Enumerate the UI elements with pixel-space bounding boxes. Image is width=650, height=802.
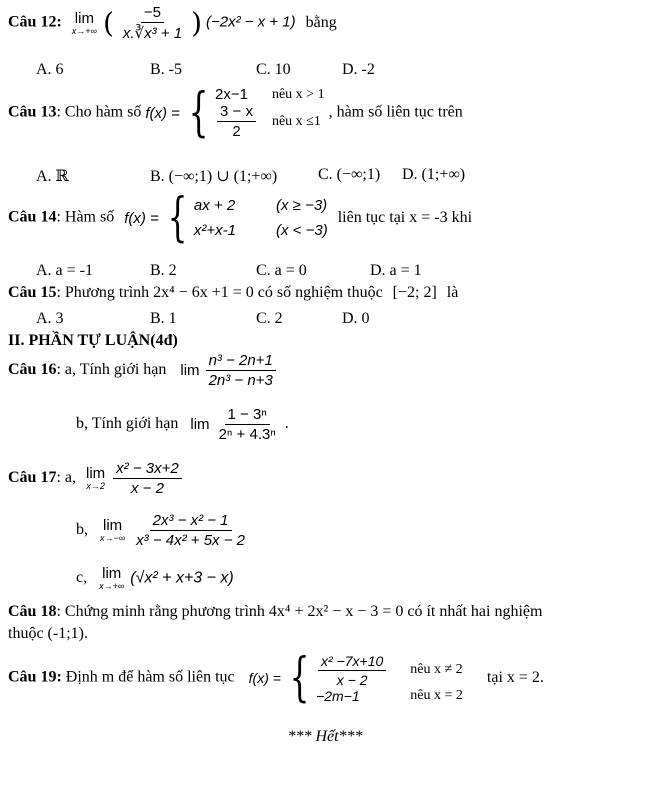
option-c: C. 10 (256, 61, 291, 78)
piecewise-function: f(x) = { $\frac{\text{x² −7x+10}}{x - 2}$ nêu x ≠ 2 −2m−1 nêu x = 2 (248, 648, 463, 708)
sqrt-expression: (√x² + x+3 − x) (130, 569, 234, 587)
section-heading: II. PHẦN TỰ LUẬN(4đ) (8, 332, 178, 349)
option-d: D. (1;+∞) (402, 166, 466, 183)
option-a: A. 6 (36, 61, 64, 78)
limit-operator: lim x→+∞ (99, 565, 125, 591)
question-15: Câu 15: Phương trình 2x⁴ − 6x +1 = 0 có số nghiệm thuộc [−2; 2] là (8, 284, 459, 301)
option-d: D. a = 1 (370, 262, 422, 279)
piecewise-function: f(x) = { ax + 2 (x ≥ −3) x²+x-1 (x < −3) (124, 188, 328, 248)
question-12: Câu 12: lim x→+∞ ( $\frac{-5}{\text{x.∛x³ + 1}}$ ) (−2x² − x + 1) bằng (8, 4, 337, 42)
factor-expression: (−2x² − x + 1) (206, 13, 296, 31)
question-label: Câu 15 (8, 284, 57, 301)
question-label: Câu 19: (8, 668, 62, 686)
question-tail: bằng (305, 13, 337, 31)
question-label: Câu 12: (8, 13, 62, 31)
question-18-line2: thuộc (-1;1). (8, 625, 88, 642)
question-tail: tại x = 2. (486, 668, 544, 686)
option-b: B. -5 (150, 61, 182, 78)
question-label: Câu 18 (8, 603, 57, 620)
fraction: $\frac{\text{x² − 3x+2}}{x - 2}$ (113, 460, 182, 497)
limit-operator: lim x→2 (86, 465, 106, 491)
option-a: A. 3 (36, 310, 64, 327)
option-c: C. (−∞;1) (318, 166, 381, 183)
option-a: A. ℝ (36, 168, 69, 185)
option-c: C. 2 (256, 310, 283, 327)
fraction: $\frac{\text{2x³ − x² − 1}}{\text{x³ − 4x² + 5x − 2}}$ (136, 512, 245, 549)
limit-operator: lim x→+∞ (71, 9, 97, 36)
interval: [−2; 2] (392, 284, 437, 301)
fraction: $\frac{\text{n³ − 2n+1}}{\text{2n³ − n+3}}$ (206, 352, 276, 389)
question-17c: c, lim x→+∞ (√x² + x+3 − x) (76, 565, 234, 591)
question-14: Câu 14: Hàm số f(x) = { ax + 2 (x ≥ −3) x²+x-1 (x < −3) liên tục tại x = -3 khi (8, 188, 473, 248)
limit-operator: lim x→−∞ (100, 517, 126, 543)
end-marker: *** Hết*** (287, 728, 363, 745)
option-d: D. -2 (342, 61, 375, 78)
option-b: B. (−∞;1) ∪ (1;+∞) (150, 168, 278, 185)
question-tail: , hàm số liên tục trên (328, 103, 463, 121)
option-d: D. 0 (342, 310, 370, 327)
question-17a: Câu 17: a, lim x→2 $\frac{\text{x² − 3x+2}}{x - 2}$ (8, 460, 184, 497)
piecewise-function: f(x) = { 2x−1 nêu x > 1 $\frac{3 - x}{2}$ nêu x ≤1 (145, 83, 325, 143)
fraction: $\frac{\text{1 − 3ⁿ}}{\text{2ⁿ + 4.3ⁿ}}$ (218, 406, 276, 443)
question-16a: Câu 16: a, Tính giới hạn lim $\frac{\text{n³ − 2n+1}}{\text{2n³ − n+3}}$ (8, 352, 278, 389)
option-b: B. 2 (150, 262, 177, 279)
question-17b: b, lim x→−∞ $\frac{\text{2x³ − x² − 1}}{\text{x³ − 4x² + 5x − 2}}$ (76, 512, 250, 549)
question-18: Câu 18: Chứng minh rằng phương trình 4x⁴ + 2x² − x − 3 = 0 có ít nhất hai nghiệm (8, 603, 543, 620)
question-tail: liên tục tại x = -3 khi (337, 208, 473, 226)
option-c: C. a = 0 (256, 262, 307, 279)
option-b: B. 1 (150, 310, 177, 327)
question-label: Câu 13 (8, 103, 57, 121)
question-label: Câu 14 (8, 208, 57, 226)
fraction: $\frac{-5}{\text{x.∛x³ + 1}}$ (122, 4, 183, 42)
question-label: Câu 16 (8, 361, 57, 379)
option-a: A. a = -1 (36, 262, 94, 279)
question-label: Câu 17 (8, 469, 57, 487)
question-19: Câu 19: Định m để hàm số liên tục f(x) = { $\frac{\text{x² −7x+10}}{x - 2}$ nêu x ≠ 2 −2m−1 nêu x = 2 tại x = 2. (8, 648, 544, 708)
question-16b: b, Tính giới hạn lim $\frac{\text{1 − 3ⁿ}}{\text{2ⁿ + 4.3ⁿ}}$ . (76, 406, 289, 443)
question-13: Câu 13: Cho hàm số f(x) = { 2x−1 nêu x > 1 $\frac{3 - x}{2}$ nêu x ≤1 , hàm số liên tục trên (8, 83, 463, 143)
